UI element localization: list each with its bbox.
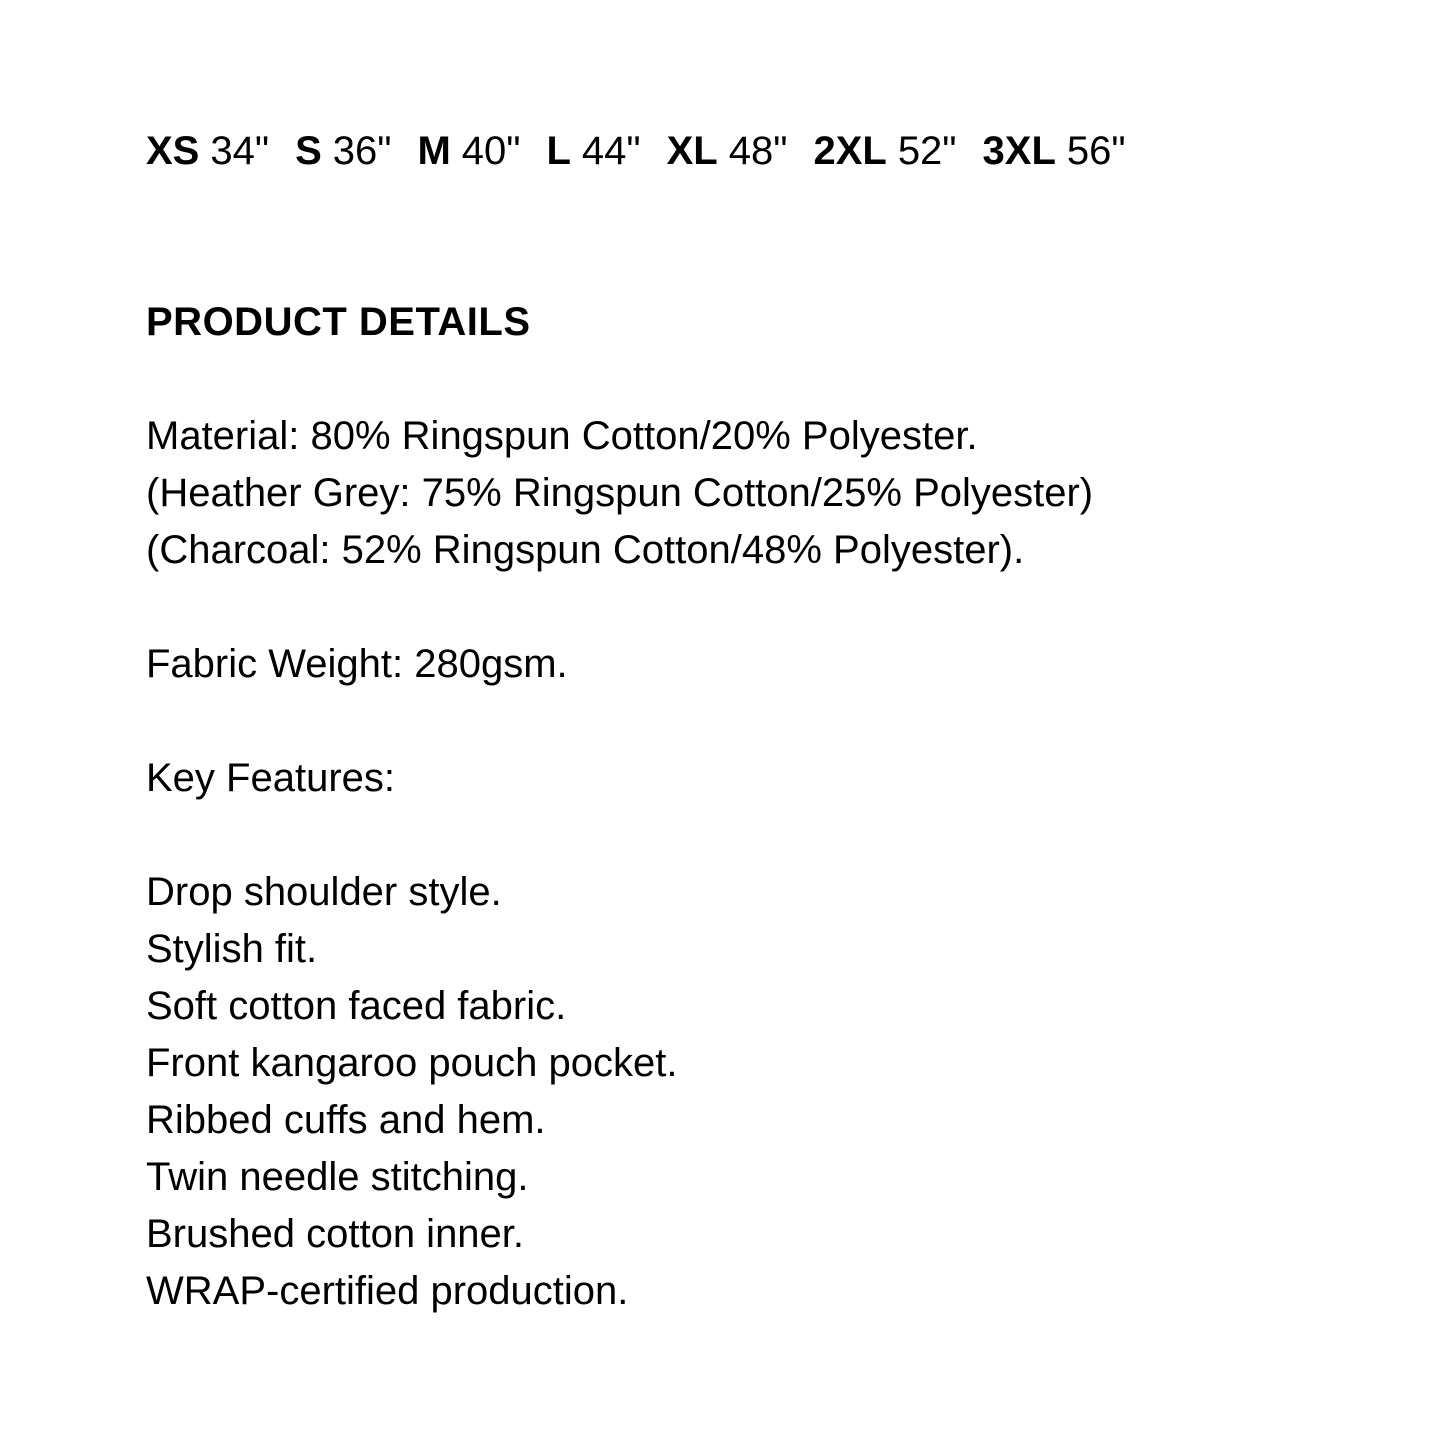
feature-item: Front kangaroo pouch pocket. <box>146 1041 678 1085</box>
feature-item: Drop shoulder style. <box>146 870 502 914</box>
size-label: 3XL <box>982 129 1056 173</box>
size-entry <box>813 123 956 180</box>
size-label: 2XL <box>813 129 887 173</box>
feature-item: Brushed cotton inner. <box>146 1212 525 1256</box>
feature-item: Stylish fit. <box>146 927 318 971</box>
material-line: (Heather Grey: 75% Ringspun Cotton/25% Polyester) <box>146 471 1094 515</box>
size-value: 36" <box>332 129 392 173</box>
size-entry <box>546 123 640 180</box>
size-chart-row <box>146 123 1385 180</box>
size-label: XL <box>666 129 718 173</box>
feature-item: WRAP-certified production. <box>146 1269 629 1313</box>
fabric-weight: Fabric Weight: 280gsm. <box>146 642 568 686</box>
material-line: (Charcoal: 52% Ringspun Cotton/48% Polyester). <box>146 528 1025 572</box>
size-value: 34" <box>210 129 270 173</box>
size-label: XS <box>146 129 200 173</box>
product-details-heading: PRODUCT DETAILS <box>146 300 531 344</box>
size-value: 56" <box>1066 129 1126 173</box>
size-entry <box>983 123 1126 180</box>
size-value: 48" <box>728 129 788 173</box>
size-label: M <box>417 129 451 173</box>
size-label: S <box>295 129 322 173</box>
feature-item: Soft cotton faced fabric. <box>146 984 567 1028</box>
material-paragraph <box>146 408 1385 579</box>
size-value: 52" <box>897 129 957 173</box>
size-entry <box>146 123 269 180</box>
feature-item: Twin needle stitching. <box>146 1155 529 1199</box>
feature-item: Ribbed cuffs and hem. <box>146 1098 546 1142</box>
size-entry <box>295 123 391 180</box>
material-line: Material: 80% Ringspun Cotton/20% Polyester. <box>146 414 978 458</box>
features-list <box>146 864 1385 1320</box>
size-value: 40" <box>461 129 521 173</box>
size-value: 44" <box>581 129 641 173</box>
size-label: L <box>546 129 571 173</box>
key-features-label: Key Features: <box>146 756 396 800</box>
size-entry <box>667 123 788 180</box>
size-entry <box>417 123 520 180</box>
